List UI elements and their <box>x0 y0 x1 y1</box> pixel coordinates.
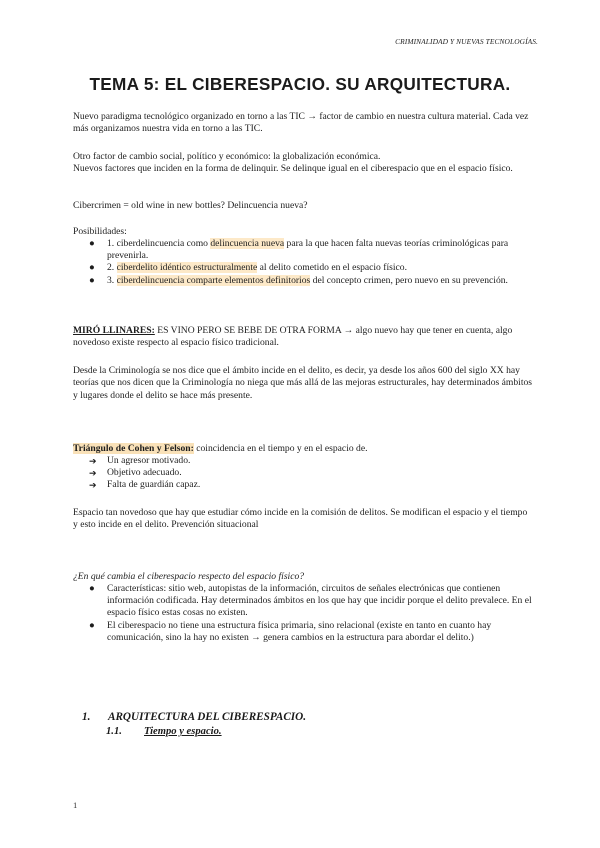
possibilities-list <box>73 238 533 287</box>
miro-llinares-paragraph: MIRÓ LLINARES: ES VINO PERO SE BEBE DE OTRA FORMA → algo nuevo hay que tener en cuenta, algo novedoso existe respecto al espacio físico tradicional. <box>73 325 513 349</box>
question-heading: ¿En qué cambia el ciberespacio respecto del espacio físico? <box>73 571 305 582</box>
list-item: ➔ Un agresor motivado. <box>89 455 191 466</box>
list-item: ● El ciberespacio no tiene una estructura física primaria, sino relacional (existe en tanto en cuanto hay comunicación, sino la hay no existen → genera cambios en la estructura para abordar el delito.) <box>89 619 492 643</box>
possibilities-label: Posibilidades: <box>73 226 127 237</box>
space-paragraph: Espacio tan novedoso que hay que estudiar cómo incide en la comisión de delitos. Se modifican el espacio y el tiempo y esto incide en el delito. Prevención situacional <box>73 507 528 531</box>
globalization-line: Otro factor de cambio social, político y económico: la globalización económica. <box>73 151 381 162</box>
triangle-paragraph: Triángulo de Cohen y Felson: coincidencia en el tiempo y en el espacio de. <box>73 443 368 454</box>
bullet-icon: ● <box>89 262 95 274</box>
author-name: MIRÓ LLINARES: <box>73 325 155 336</box>
list-item: ● 1. ciberdelincuencia como delincuencia nueva para la que hacen falta nuevas teorías criminológicas para prevenirla. <box>89 238 509 262</box>
bullet-icon: ● <box>89 619 95 631</box>
running-header: CRIMINALIDAD Y NUEVAS TECNOLOGÍAS. <box>395 37 538 46</box>
highlight: delincuencia nueva <box>210 238 285 249</box>
criminology-paragraph: Desde la Criminología se nos dice que el ámbito incide en el delito, es decir, ya desde los años 600 del siglo XX hay teorías que nos dicen que la Criminología no niega que más allá de las mejoras estructurales, hay determinados ámbitos y lugares donde el delito se hace más presente. <box>73 365 533 401</box>
new-factors-line: Nuevos factores que inciden en la forma de delinquir. Se delinque igual en el ciberespacio que en el espacio físico. <box>73 163 513 175</box>
list-item: ➔ Objetivo adecuado. <box>89 467 182 479</box>
arrow-icon: ➔ <box>89 480 97 491</box>
list-item: ➔ Falta de guardián capaz. <box>89 479 201 491</box>
bullet-icon: ● <box>89 238 95 249</box>
cybercrime-question: Cibercrimen = old wine in new bottles? Delincuencia nueva? <box>73 200 308 211</box>
triangle-list <box>73 455 533 492</box>
section-heading-1-1: 1.1. Tiempo y espacio. <box>106 726 222 737</box>
triangle-term: Triángulo de Cohen y Felson: <box>73 443 194 454</box>
list-item: ● 3. ciberdelincuencia comparte elementos definitorios del concepto crimen, pero nuevo en su prevención. <box>89 274 508 286</box>
section-heading-1: 1. ARQUITECTURA DEL CIBERESPACIO. <box>82 711 307 723</box>
list-item: ● 2. ciberdelito idéntico estructuralmente al delito cometido en el espacio físico. <box>89 262 407 274</box>
page-number: 1 <box>73 800 78 810</box>
highlight: ciberdelito idéntico estructuralmente <box>116 262 258 274</box>
bullet-icon: ● <box>89 274 95 286</box>
characteristics-list <box>73 583 533 644</box>
list-item: ● Características: sitio web, autopistas de la información, circuitos de señales electrónicas que contienen información codificada. Hay determinados ámbitos en los que hay que incidir porque el delito prevalece. En el espacio físico estas cosas no existen. <box>89 583 532 619</box>
intro-paragraph-2 <box>73 151 533 176</box>
highlight: ciberdelincuencia comparte elementos definitorios <box>116 274 311 286</box>
arrow-icon: ➔ <box>89 468 97 479</box>
arrow-icon: ➔ <box>89 456 97 466</box>
intro-paragraph-1: Nuevo paradigma tecnológico organizado en torno a las TIC → factor de cambio en nuestra cultura material. Cada vez más organizamos nuestra vida en torno a las TIC. <box>73 111 529 135</box>
bullet-icon: ● <box>89 583 95 594</box>
page-title: TEMA 5: EL CIBERESPACIO. SU ARQUITECTURA. <box>89 74 511 94</box>
